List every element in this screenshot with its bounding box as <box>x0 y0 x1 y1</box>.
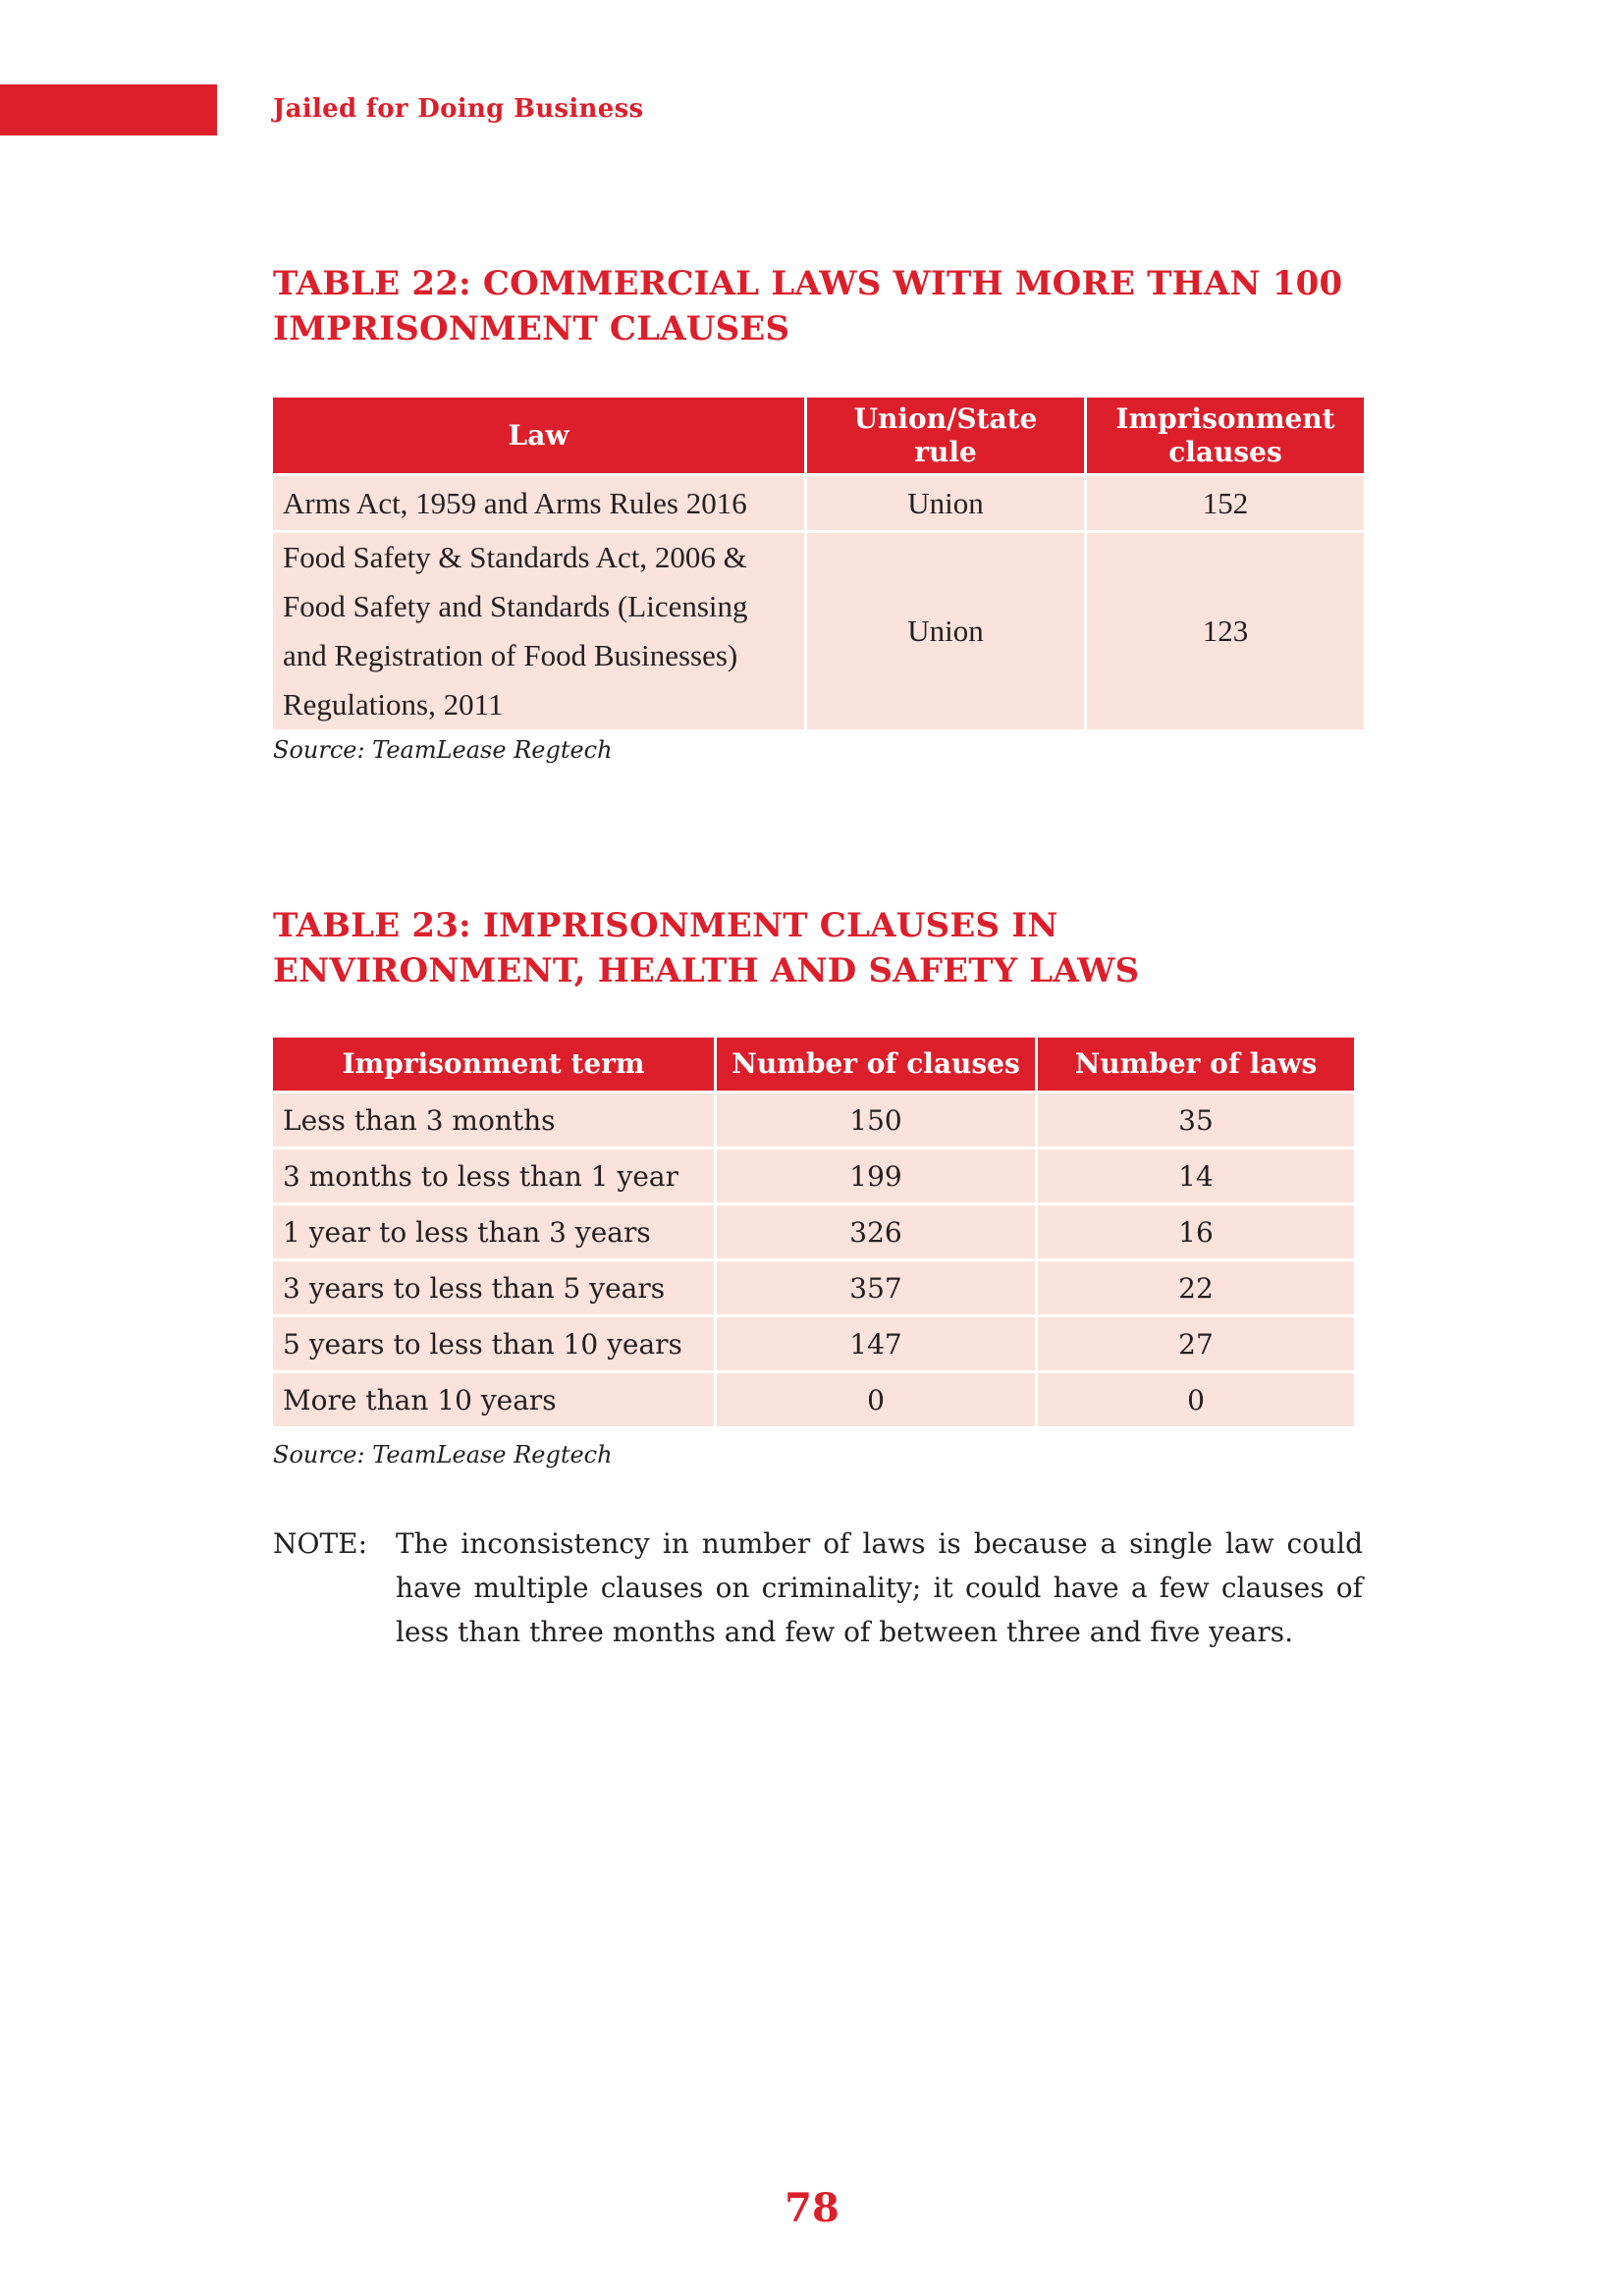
column-header-number-of-clauses: Number of clauses <box>717 1038 1035 1091</box>
table-row <box>273 1094 1354 1147</box>
cell-number-of-laws: 27 <box>1038 1317 1354 1370</box>
cell-union-state-rule: Union <box>807 533 1084 729</box>
cell-imprisonment-term: 1 year to less than 3 years <box>273 1205 714 1258</box>
column-header-imprisonment-term: Imprisonment term <box>273 1038 714 1091</box>
cell-law: Food Safety & Standards Act, 2006 & Food Safety and Standards (Licensing and Registration of Food Businesses) Regulations, 2011 <box>273 533 804 729</box>
cell-number-of-clauses: 199 <box>717 1149 1035 1202</box>
cell-number-of-clauses: 326 <box>717 1205 1035 1258</box>
table-row <box>273 1149 1354 1202</box>
table-23 <box>270 1035 1357 1429</box>
cell-imprisonment-term: 3 months to less than 1 year <box>273 1149 714 1202</box>
table-row <box>273 1261 1354 1314</box>
cell-imprisonment-clauses: 152 <box>1087 476 1364 530</box>
table-23-source: Source: TeamLease Regtech <box>273 1441 613 1468</box>
cell-imprisonment-term: More than 10 years <box>273 1373 714 1426</box>
cell-law: Arms Act, 1959 and Arms Rules 2016 <box>273 476 804 530</box>
cell-number-of-laws: 22 <box>1038 1261 1354 1314</box>
table-23-title: TABLE 23: IMPRISONMENT CLAUSES IN ENVIRONMENT, HEALTH AND SAFETY LAWS <box>273 906 1140 990</box>
table-row <box>273 533 1364 729</box>
cell-imprisonment-term: Less than 3 months <box>273 1094 714 1147</box>
table-row <box>273 476 1364 530</box>
cell-imprisonment-term: 3 years to less than 5 years <box>273 1261 714 1314</box>
cell-union-state-rule: Union <box>807 476 1084 530</box>
cell-number-of-clauses: 150 <box>717 1094 1035 1147</box>
cell-imprisonment-clauses: 123 <box>1087 533 1364 729</box>
cell-imprisonment-term: 5 years to less than 10 years <box>273 1317 714 1370</box>
table-22-source: Source: TeamLease Regtech <box>273 736 613 764</box>
cell-number-of-laws: 14 <box>1038 1149 1354 1202</box>
table-22 <box>270 395 1367 732</box>
page-number: 78 <box>785 2185 839 2231</box>
cell-number-of-laws: 16 <box>1038 1205 1354 1258</box>
table-22-title: TABLE 22: COMMERCIAL LAWS WITH MORE THAN 100 IMPRISONMENT CLAUSES <box>273 264 1343 348</box>
table-row <box>273 1317 1354 1370</box>
cell-number-of-clauses: 0 <box>717 1373 1035 1426</box>
table-header-row <box>273 398 1364 473</box>
column-header-union-state-rule: Union/State rule <box>807 398 1084 473</box>
column-header-number-of-laws: Number of laws <box>1038 1038 1354 1091</box>
cell-number-of-clauses: 147 <box>717 1317 1035 1370</box>
table-row <box>273 1373 1354 1426</box>
cell-number-of-laws: 0 <box>1038 1373 1354 1426</box>
cell-number-of-clauses: 357 <box>717 1261 1035 1314</box>
column-header-law: Law <box>273 398 804 473</box>
table-header-row <box>273 1038 1354 1091</box>
note-text: The inconsistency in number of laws is because a single law could have multiple clauses on criminality; it could have a few clauses of less than three months and few of between three and five years. <box>396 1527 1363 1648</box>
note-label: NOTE: <box>273 1527 368 1560</box>
cell-number-of-laws: 35 <box>1038 1094 1354 1147</box>
running-head: Jailed for Doing Business <box>273 94 644 124</box>
note-block <box>273 1522 1363 1654</box>
header-accent-bar <box>0 84 217 135</box>
column-header-imprisonment-clauses: Imprisonment clauses <box>1087 398 1364 473</box>
table-row <box>273 1205 1354 1258</box>
